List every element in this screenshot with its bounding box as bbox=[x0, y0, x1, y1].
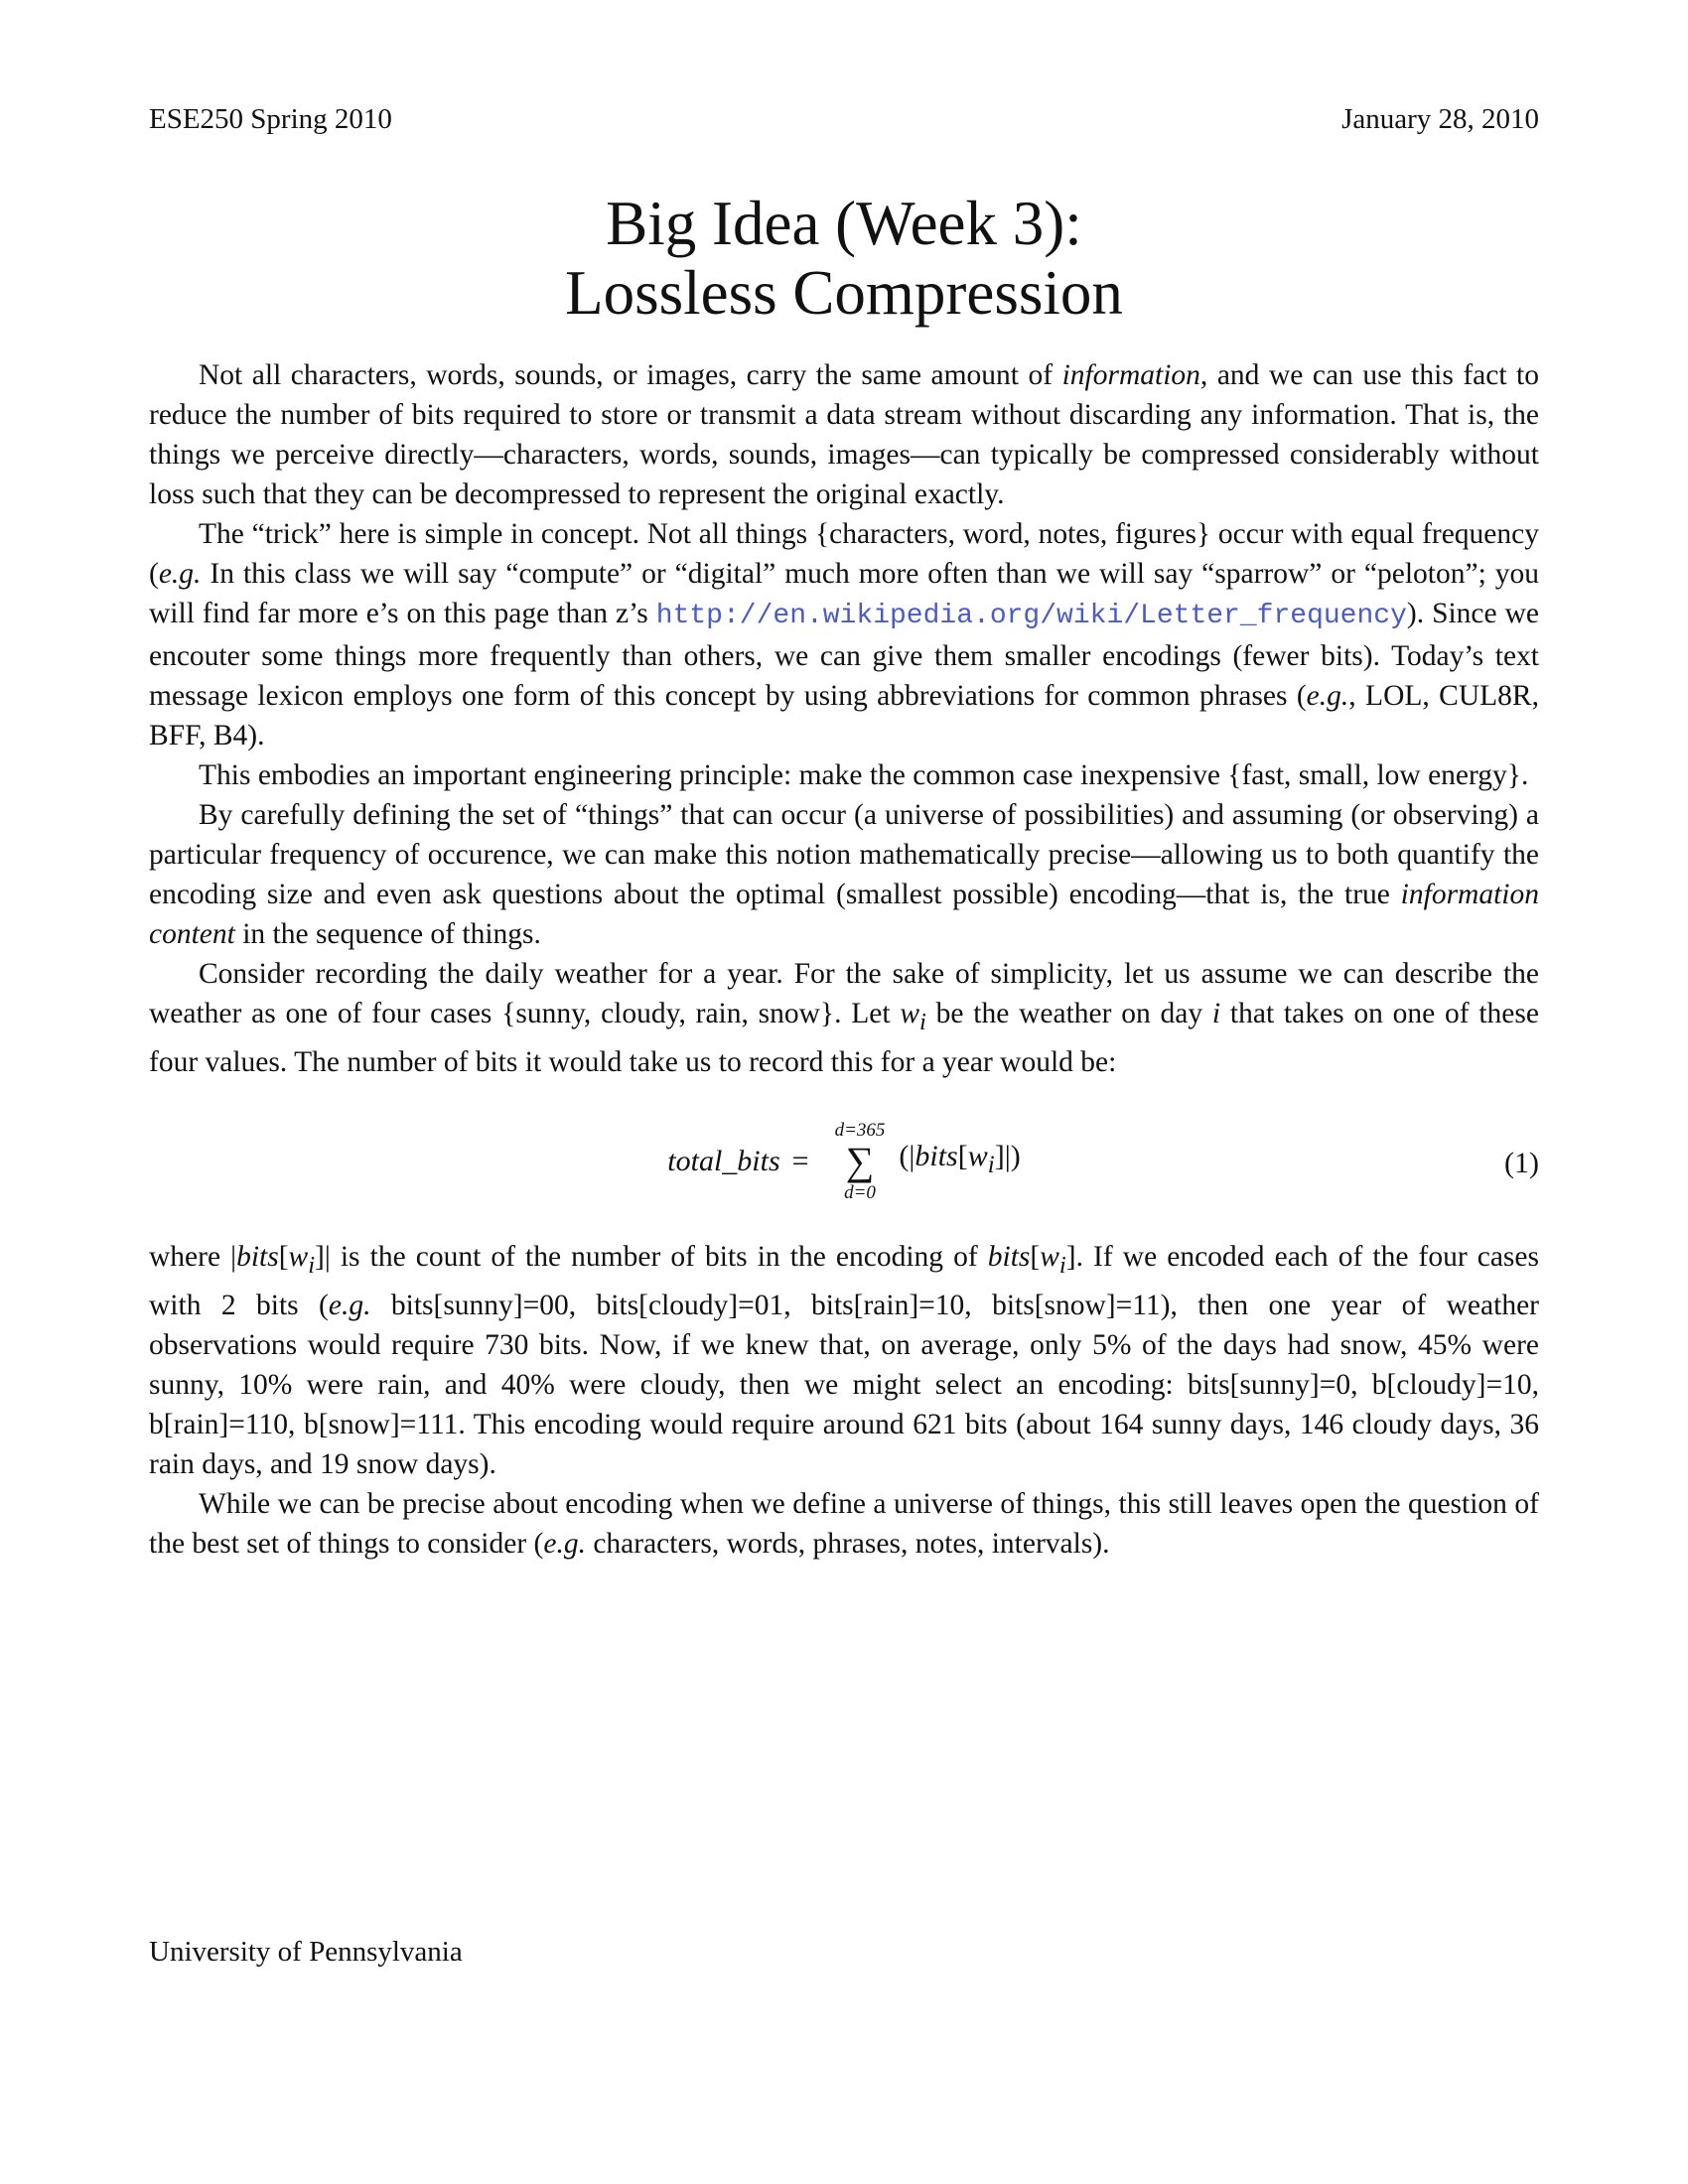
p6-w2: w bbox=[1040, 1240, 1059, 1273]
p6-bits2: bits bbox=[987, 1240, 1031, 1273]
header-date: January 28, 2010 bbox=[1341, 103, 1539, 135]
p5-text-a: Consider recording the daily weather for a year. For the sake of simplicity, let us assume we can describe the weather as one of four cases {sunny, cloudy, rain, snow}. Let bbox=[149, 958, 1539, 1029]
equation-equals: = bbox=[791, 1144, 809, 1177]
p2-text-b: In this class we will say “compute” or “digital” much more often than we will say “sparrow” or “peloton”; you will find far more e’s on this page than z’s bbox=[149, 558, 1539, 629]
title-line-2: Lossless Compression bbox=[565, 258, 1123, 328]
var-w-sub: i bbox=[919, 1008, 926, 1035]
p6-sub: i bbox=[308, 1251, 316, 1279]
p2-text-a: The “trick” here is simple in concept. Not all things {characters, word, notes, figures} occur with equal frequency ( bbox=[149, 518, 1539, 590]
rhs-open: (| bbox=[899, 1140, 915, 1173]
footer-institution: University of Pennsylvania bbox=[149, 1936, 463, 1968]
var-i: i bbox=[1211, 998, 1221, 1029]
paragraph-5 bbox=[149, 954, 1539, 1082]
paragraph-6: where $|bits[w_i]|$ is the count of the number of bits in the encoding of $bits[w_i]$. If we encoded each of the four cases with 2 bits (e.g. bits[sunny]=00, bits[cloudy]=01, bits[rain]=10, bits[snow]=11), then one year of weather observations would require 730 bits. Now, if we knew that, on average, only 5% of the days had snow, 45% were sunny, 10% were rain, and 40% were cloudy, then we might select an encoding: bits[sunny]=0, b[cloudy]=10, b[rain]=110, b[snow]=111. This encoding would require around 621 bits (about 164 sunny days, 146 cloudy days, 36 rain days, and 19 snow days). bbox=[149, 1240, 1539, 1480]
equation-rhs bbox=[899, 1137, 1020, 1185]
p7-text-a: While we can be precise about encoding when we define a universe of things, this still leaves open the question of the best set of things to consider ( bbox=[149, 1487, 1539, 1560]
equation-number: (1) bbox=[1504, 1146, 1539, 1179]
p4-text-a: By carefully defining the set of “things” that can occur (a universe of possibilities) and assuming (or observing) a particular frequency of occurence, we can make this notion mathematically precise—allowing us to both quantify the encoding size and even ask questions about the optimal (smallest possible) encoding—that is, the true bbox=[149, 799, 1539, 910]
rhs-w: w bbox=[967, 1140, 988, 1173]
equation-1 bbox=[149, 1094, 1539, 1229]
paragraph-2 bbox=[149, 514, 1539, 755]
p6-w: w bbox=[288, 1240, 309, 1273]
var-w: w bbox=[900, 998, 920, 1029]
body-text bbox=[149, 355, 1539, 1564]
p6-sub2: i bbox=[1058, 1251, 1066, 1279]
rhs-bracket: [ bbox=[957, 1140, 968, 1173]
p6-eg: e.g. bbox=[328, 1289, 371, 1321]
sum-upper-limit: d=365 bbox=[834, 1119, 886, 1141]
wikipedia-link[interactable]: http://en.wikipedia.org/wiki/Letter_frequency bbox=[655, 601, 1407, 631]
p6-text-b: ]| is the count of the number of bits in the encoding of bbox=[315, 1240, 988, 1273]
p7-eg: e.g. bbox=[543, 1527, 586, 1560]
sum-lower-limit: d=0 bbox=[844, 1181, 876, 1203]
paragraph-3: This embodies an important engineering principle: make the common case inexpensive {fast, small, low energy}. bbox=[199, 759, 1529, 791]
p1-emphasis: information bbox=[1061, 359, 1200, 391]
rhs-bits: bits bbox=[914, 1140, 958, 1173]
p7-text-b: characters, words, phrases, notes, intervals). bbox=[585, 1527, 1110, 1560]
page-title bbox=[149, 189, 1539, 328]
p5-text-b: be the weather on day bbox=[925, 998, 1212, 1029]
paragraph-1 bbox=[149, 355, 1539, 514]
p6-bits: bits bbox=[236, 1240, 279, 1273]
p2-text-d: , LOL, CUL8R, BFF, B4). bbox=[149, 680, 1539, 751]
p1-text-a: Not all characters, words, sounds, or images, carry the same amount of bbox=[199, 359, 1062, 391]
p2-eg: e.g. bbox=[158, 558, 202, 590]
summation bbox=[835, 1121, 886, 1202]
paragraph-4 bbox=[149, 795, 1539, 954]
p5-text-c: that takes on one of these four values. The number of bits it would take us to record this for a year would be: bbox=[149, 998, 1539, 1078]
p6-text-d: bits[sunny]=00, bits[cloudy]=01, bits[rain]=10, bits[snow]=11), then one year of weather observations would require 730 bits. Now, if we knew that, on average, only 5% of the days had snow, 45% were sunny, 10% were rain, and 40% were cloudy, then we might select an encoding: bits[sunny]=0, b[cloudy]=10, b[rain]=110, b[snow]=111. This encoding would require around 621 bits (about 164 sunny days, 146 cloudy days, 36 rain days, and 19 snow days). bbox=[149, 1289, 1539, 1480]
p4-text-b: in the sequence of things. bbox=[234, 918, 541, 950]
p6-text-a: where | bbox=[149, 1240, 237, 1273]
p6-text-c: ]. If we encoded each of the four cases with 2 bits ( bbox=[149, 1240, 1539, 1321]
p1-text-b: , and we can use this fact to reduce the number of bits required to store or transmit a data stream without discarding any information. That is, the things we perceive directly—characters, words, sounds, images—can typically be compressed considerably without loss such that they can be decompressed to represent the original exactly. bbox=[149, 359, 1540, 510]
p2-eg2: e.g. bbox=[1306, 680, 1349, 712]
title-line-1: Big Idea (Week 3): bbox=[606, 189, 1082, 258]
rhs-sub: i bbox=[987, 1152, 995, 1179]
paragraph-7 bbox=[149, 1484, 1539, 1564]
rhs-close: ]|) bbox=[994, 1140, 1021, 1173]
sum-symbol: ∑ bbox=[845, 1138, 875, 1183]
p2-text-c: ). Since we encouter some things more frequently than others, we can give them smaller encodings (fewer bits). Today’s text message lexicon employs one form of this concept by using abbreviations for common phrases ( bbox=[149, 598, 1539, 712]
equation-lhs: total_bits bbox=[667, 1144, 780, 1177]
header-course: ESE250 Spring 2010 bbox=[149, 103, 392, 135]
p4-emphasis: information content bbox=[149, 879, 1539, 950]
